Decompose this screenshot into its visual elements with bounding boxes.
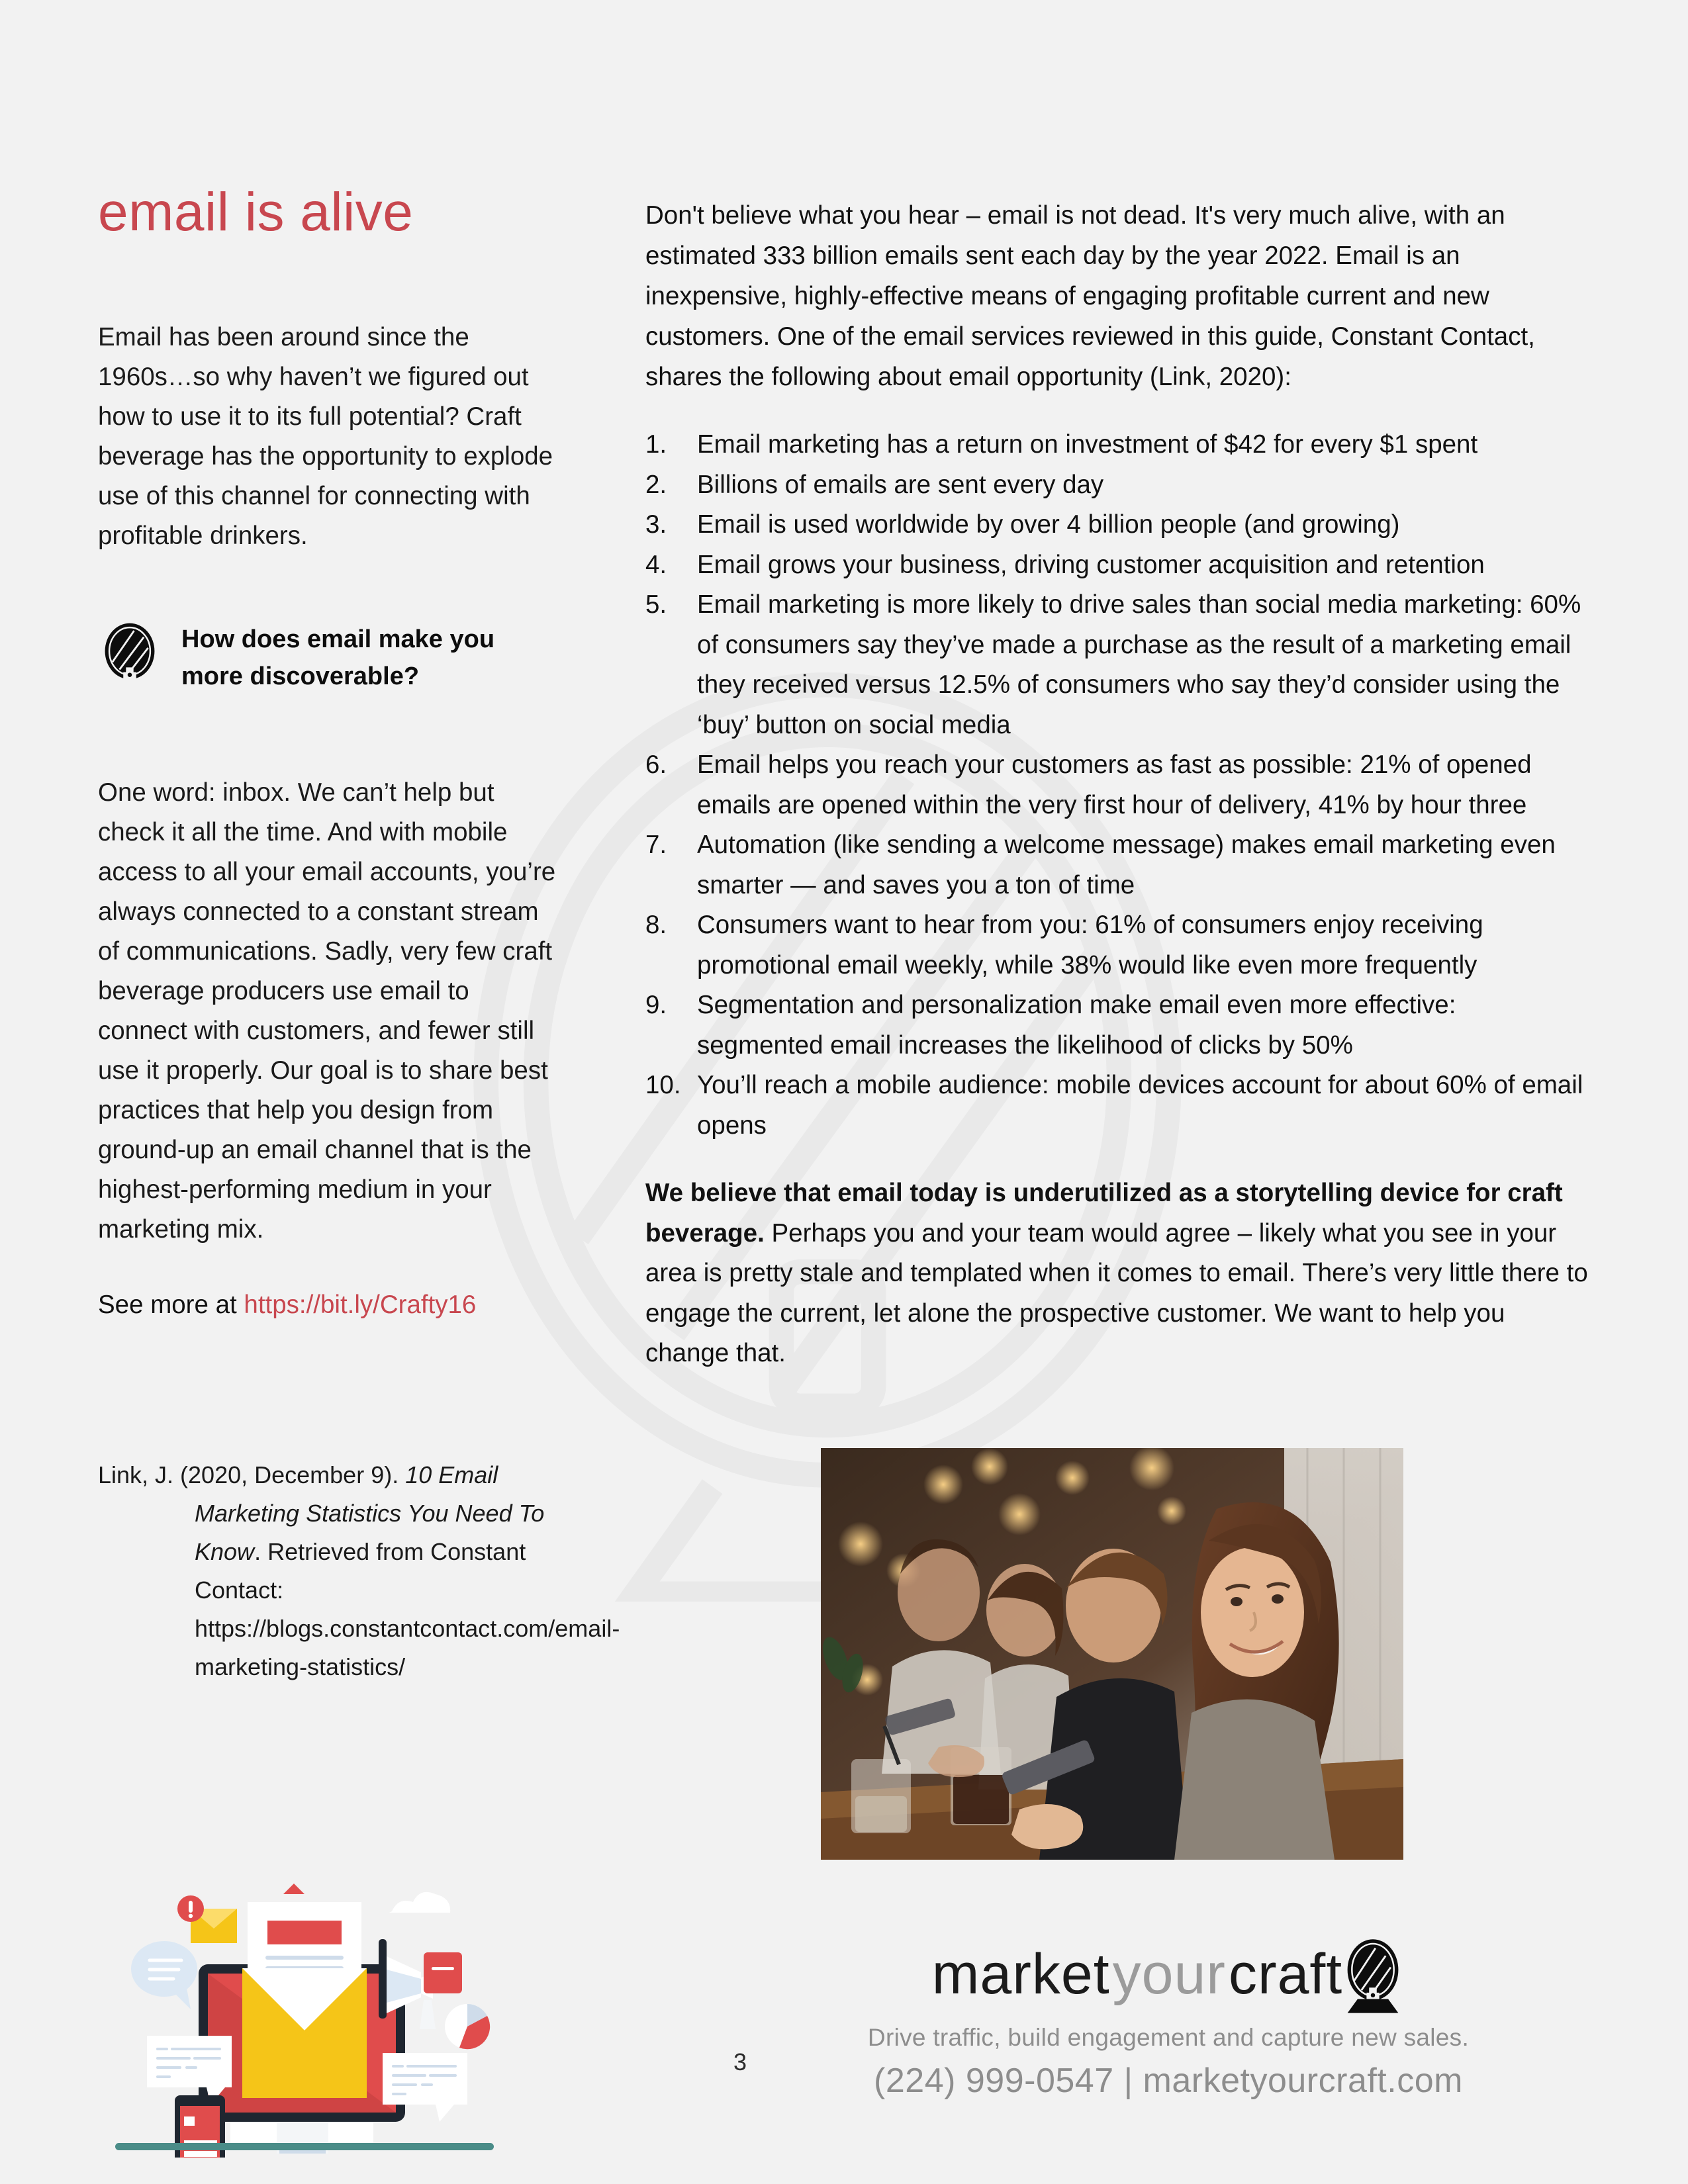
- brand-part-craft: craft: [1228, 1942, 1343, 2006]
- left-column: [98, 182, 620, 1710]
- brand-part-your: your: [1112, 1942, 1226, 2006]
- brand-logo: [818, 1934, 1519, 2015]
- discoverable-callout: [98, 618, 561, 695]
- list-item: Email helps you reach your customers as fast as possible: 21% of opened emails are opened within the very first hour of delivery, 41% by hour three: [697, 751, 1532, 819]
- bar-scene-photo: [821, 1448, 1403, 1860]
- brand-contact: (224) 999-0547 | marketyourcraft.com: [874, 2062, 1463, 2100]
- email-stats-list: [645, 425, 1589, 1146]
- list-item: Email marketing is more likely to drive sales than social media marketing: 60% of consumers say they’ve made a purchase as the result of a marketing email they received versus 12.5% of consumers who say they’d consider using the ‘buy’ button on social media: [697, 590, 1581, 739]
- brand-part-market: market: [931, 1942, 1110, 2006]
- email-marketing-illustration: [106, 1846, 503, 2158]
- right-column: [645, 195, 1589, 1399]
- intro-paragraph-right: Don't believe what you hear – email is not dead. It's very much alive, with an estimated 333 billion emails sent each day by the year 2022. Email is an inexpensive, highly-effective means of engaging profitable current and new customers. One of the email services reviewed in this guide, Constant Contact, shares the following about email opportunity (Link, 2020):: [645, 201, 1535, 391]
- closing-paragraph: [645, 1173, 1589, 1374]
- citation-suffix: . Retrieved from Constant Contact: https://blogs.constantcontact.com/email-marketing-statistics/: [195, 1538, 620, 1680]
- callout-text: How does email make you more discoverable?: [181, 625, 495, 690]
- closing-rest: Perhaps you and your team would agree – likely what you see in your area is pretty stale and templated when it comes to email. There’s very little there to engage the current, let alone the prospective customer. We want to help you change that.: [645, 1218, 1588, 1367]
- barrel-icon: [1341, 1936, 1405, 2015]
- brand-tagline: Drive traffic, build engagement and capture new sales.: [867, 2024, 1470, 2051]
- citation-reference: [98, 1456, 620, 1686]
- intro-paragraph-left: Email has been around since the 1960s…so why haven’t we figured out how to use it to its full potential? Craft beverage has the opportunity to explode use of this channel for connecting with profitable drinkers.: [98, 323, 553, 550]
- list-item: Email is used worldwide by over 4 billion people (and growing): [697, 510, 1400, 539]
- page-title: email is alive: [98, 182, 414, 242]
- closing-bold-lead: We believe that email today is underutilized as a storytelling device for craft beverage.: [645, 1179, 1563, 1248]
- list-item: Consumers want to hear from you: 61% of consumers enjoy receiving promotional email weekly, while 38% would like even more frequently: [697, 911, 1483, 979]
- brand-footer: [818, 1934, 1519, 2101]
- barrel-icon: [98, 622, 162, 686]
- see-more-label: See more at: [98, 1291, 244, 1319]
- list-item: Billions of emails are sent every day: [697, 470, 1104, 499]
- list-item: Segmentation and personalization make email even more effective: segmented email increases the likelihood of clicks by 50%: [697, 991, 1456, 1060]
- list-item: Email grows your business, driving customer acquisition and retention: [697, 550, 1485, 579]
- see-more-line: [98, 1285, 561, 1325]
- list-item: You’ll reach a mobile audience: mobile devices account for about 60% of email opens: [697, 1071, 1583, 1140]
- list-item: Email marketing has a return on investment of $42 for every $1 spent: [697, 430, 1478, 459]
- see-more-link[interactable]: https://bit.ly/Crafty16: [244, 1291, 477, 1319]
- body-paragraph-left: One word: inbox. We can’t help but check it all the time. And with mobile access to all your email accounts, you’re always connected to a constant stream of communications. Sadly, very few craft beverage producers use email to connect with customers, and fewer still use it properly. Our goal is to share best practices that help you design from ground-up an email channel that is the highest-performing medium in your marketing mix.: [98, 778, 556, 1244]
- citation-prefix: Link, J. (2020, December 9).: [98, 1461, 406, 1488]
- page-number: 3: [733, 2048, 747, 2075]
- list-item: Automation (like sending a welcome message) makes email marketing even smarter — and saves you a ton of time: [697, 831, 1556, 899]
- citation-title: 10 Email Marketing Statistics You Need To Know: [195, 1461, 545, 1565]
